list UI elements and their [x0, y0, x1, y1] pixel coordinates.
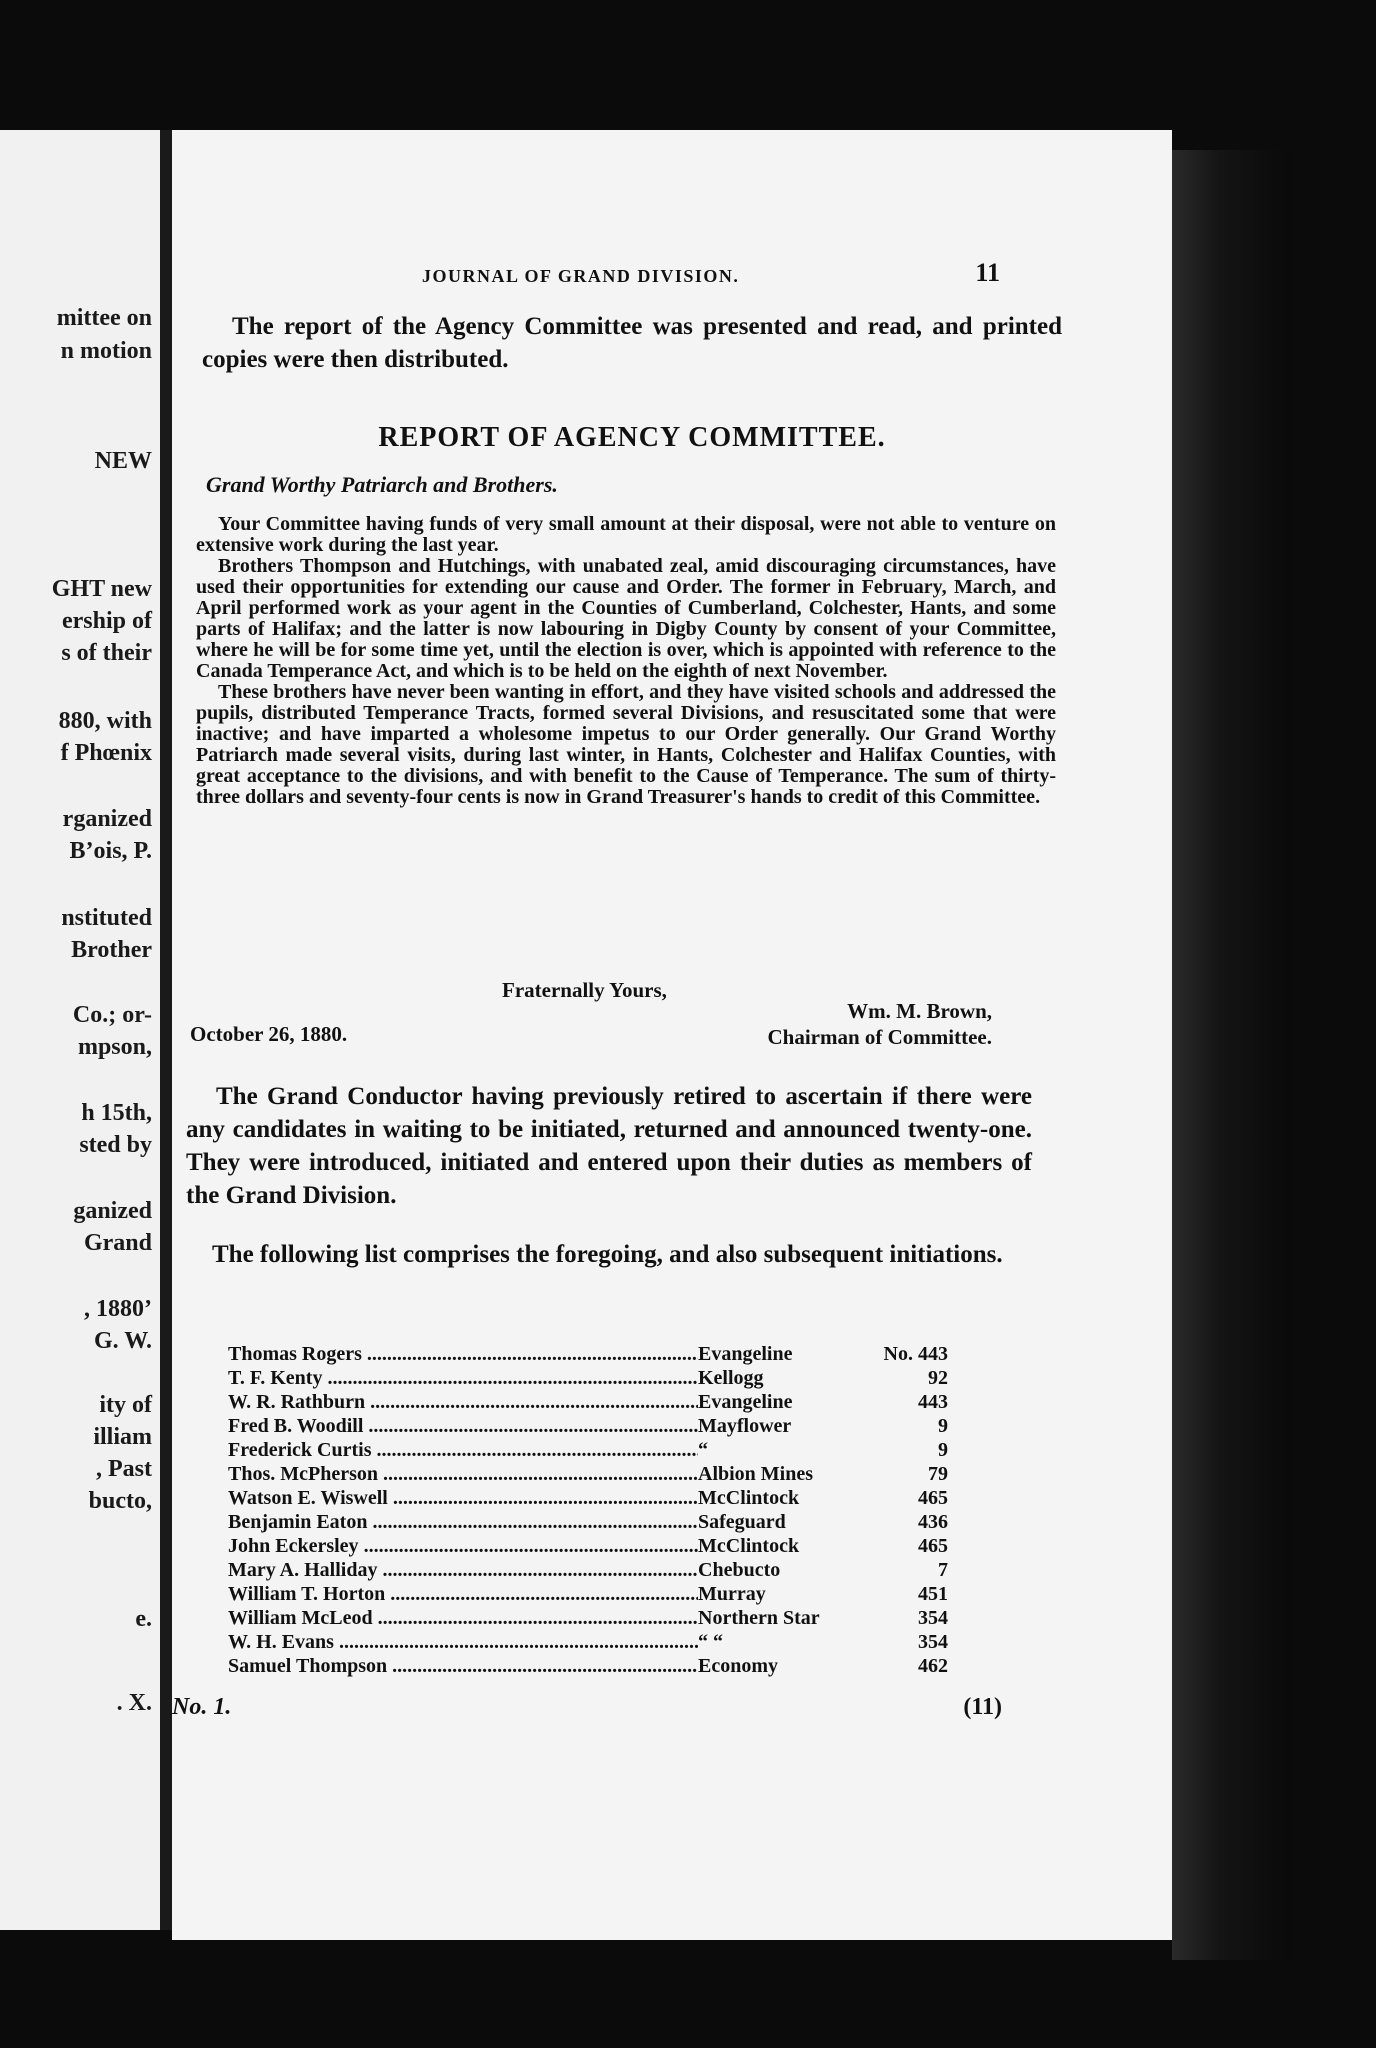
initiate-name: Frederick Curtis .....	[228, 1438, 698, 1462]
initiate-name: T. F. Kenty .....	[228, 1366, 698, 1390]
facing-page-text: Grand	[83, 1230, 152, 1256]
facing-page-text: s of their	[61, 640, 152, 666]
binding-gutter	[160, 130, 172, 1930]
list-item	[228, 1366, 948, 1390]
facing-page-text: rganized	[62, 806, 152, 832]
division-number: 354	[918, 1631, 948, 1653]
initiate-name: Thomas Rogers .....	[228, 1342, 698, 1366]
initiate-name: W. R. Rathburn .....	[228, 1390, 698, 1414]
list-item	[228, 1462, 948, 1486]
initiate-name: W. H. Evans .....	[228, 1630, 698, 1654]
division-number: 443	[918, 1391, 948, 1413]
report-date: October 26, 1880.	[190, 1022, 348, 1046]
division-name: McClintock	[698, 1535, 800, 1557]
list-item	[228, 1654, 948, 1678]
division-number: No. 443	[883, 1343, 948, 1365]
division-name: Evangeline	[698, 1391, 793, 1413]
facing-page-text: GHT new	[51, 576, 152, 602]
list-item	[228, 1342, 948, 1366]
facing-page-text: ganized	[73, 1198, 152, 1224]
division-number: 92	[928, 1367, 948, 1389]
initiate-name: Samuel Thompson .....	[228, 1654, 698, 1678]
signature-mark: No. 1.	[172, 1694, 232, 1720]
facing-page-text: illiam	[93, 1424, 152, 1450]
facing-page-text: nstituted	[61, 905, 152, 931]
facing-page-text: ity of	[99, 1392, 152, 1418]
facing-page-text: G. W.	[93, 1328, 152, 1354]
division-name: “ “	[698, 1631, 723, 1653]
facing-page-text: . X.	[116, 1690, 152, 1716]
salutation: Grand Worthy Patriarch and Brothers.	[206, 472, 558, 497]
facing-page	[0, 130, 160, 1930]
facing-page-text: B’ois, P.	[69, 838, 152, 864]
report-title: REPORT OF AGENCY COMMITTEE.	[378, 422, 886, 453]
division-name: “	[698, 1439, 708, 1461]
facing-page-text: , 1880’	[84, 1296, 152, 1322]
facing-page-text: NEW	[94, 448, 152, 474]
division-name: Albion Mines	[698, 1463, 814, 1485]
facing-page-text: h 15th,	[81, 1100, 152, 1126]
list-item	[228, 1438, 948, 1462]
division-number: 451	[918, 1583, 948, 1605]
initiate-name: Fred B. Woodill .....	[228, 1414, 698, 1438]
initiate-name: William McLeod .....	[228, 1606, 698, 1630]
division-number: 436	[918, 1511, 948, 1533]
signature-block	[767, 998, 992, 1050]
facing-page-text: mittee on	[56, 305, 152, 331]
initiate-name: Thos. McPherson .....	[228, 1462, 698, 1486]
list-item	[228, 1630, 948, 1654]
division-name: Economy	[698, 1655, 778, 1677]
page-number: 11	[975, 258, 1000, 287]
division-number: 465	[918, 1535, 948, 1557]
facing-page-text: bucto,	[88, 1488, 152, 1514]
division-name: Northern Star	[698, 1607, 820, 1629]
list-intro-paragraph: The following list comprises the foregoing, and also subsequent initiations.	[212, 1241, 1003, 1268]
list-item	[228, 1390, 948, 1414]
signer-name: Wm. M. Brown,	[847, 999, 992, 1023]
facing-page-text: f Phœnix	[60, 740, 152, 766]
division-number: 354	[918, 1607, 948, 1629]
facing-page-text: Brother	[71, 937, 152, 963]
list-item	[228, 1582, 948, 1606]
list-item	[228, 1510, 948, 1534]
division-name: Evangeline	[698, 1343, 793, 1365]
facing-page-text: e.	[135, 1606, 152, 1632]
report-paragraph: Your Committee having funds of very small amount at their disposal, were not able to venture on extensive work during the last year.	[196, 513, 1056, 556]
facing-page-text: sted by	[79, 1132, 152, 1158]
report-paragraph: These brothers have never been wanting in effort, and they have visited schools and addressed the pupils, distributed Temperance Tracts, formed several Divisions, and resuscitated some that were inactive; and have imparted a wholesome impetus to our Order generally. Our Grand Worthy Patriarch made several visits, during last winter, in Hants, Colchester and Halifax Counties, with great acceptance to the divisions, and with benefit to the Cause of Temperance. The sum of thirty-three dollars and seventy-four cents is now in Grand Treasurer's hands to credit of this Committee.	[196, 681, 1056, 808]
division-number: 462	[918, 1655, 948, 1677]
facing-page-text: ership of	[62, 608, 152, 634]
page-reference: (11)	[963, 1694, 1002, 1720]
list-item	[228, 1414, 948, 1438]
initiate-name: John Eckersley .....	[228, 1534, 698, 1558]
report-paragraph: Brothers Thompson and Hutchings, with unabated zeal, amid discouraging circumstances, have used their opportunities for extending our cause and Order. The former in February, March, and April performed work as your agent in the Counties of Cumberland, Colchester, Hants, and some parts of Halifax; and the latter is now labouring in Digby County by consent of your Committee, where he will be for some time yet, until the election is over, which is appointed with reference to the Canada Temperance Act, and which is to be held on the eighth of next November.	[196, 555, 1056, 682]
division-number: 465	[918, 1487, 948, 1509]
list-item	[228, 1486, 948, 1510]
running-head: JOURNAL OF GRAND DIVISION.	[422, 266, 740, 286]
division-number: 9	[938, 1439, 948, 1461]
closing: Fraternally Yours,	[502, 978, 667, 1002]
facing-page-text: 880, with	[58, 708, 152, 734]
initiate-name: Benjamin Eaton .....	[228, 1510, 698, 1534]
initiate-name: Mary A. Halliday .....	[228, 1558, 698, 1582]
facing-page-text: n motion	[60, 338, 152, 364]
book-page-edges	[1172, 150, 1292, 1960]
facing-page-text: Co.; or-	[72, 1002, 152, 1028]
division-name: Mayflower	[698, 1415, 792, 1437]
division-name: Safeguard	[698, 1511, 786, 1533]
initiate-name: William T. Horton .....	[228, 1582, 698, 1606]
initiations-list	[228, 1342, 948, 1678]
facing-page-text: mpson,	[77, 1034, 152, 1060]
division-number: 9	[938, 1415, 948, 1437]
intro-paragraph: The report of the Agency Committee was presented and read, and printed copies were then distributed.	[202, 313, 1062, 373]
list-item	[228, 1558, 948, 1582]
conductor-paragraph: The Grand Conductor having previously retired to ascertain if there were any candidates in waiting to be initiated, returned and announced twenty-one. They were introduced, initiated and entered upon their duties as members of the Grand Division.	[186, 1083, 1032, 1209]
division-number: 7	[938, 1559, 948, 1581]
facing-page-text: , Past	[96, 1456, 152, 1482]
initiate-name: Watson E. Wiswell .....	[228, 1486, 698, 1510]
division-name: Murray	[698, 1583, 766, 1605]
division-name: Chebucto	[698, 1559, 781, 1581]
signer-title: Chairman of Committee.	[767, 1025, 992, 1049]
division-name: McClintock	[698, 1487, 800, 1509]
report-body	[196, 514, 1056, 808]
list-item	[228, 1606, 948, 1630]
journal-page	[172, 130, 1172, 1940]
division-number: 79	[928, 1463, 948, 1485]
division-name: Kellogg	[698, 1367, 764, 1389]
list-item	[228, 1534, 948, 1558]
